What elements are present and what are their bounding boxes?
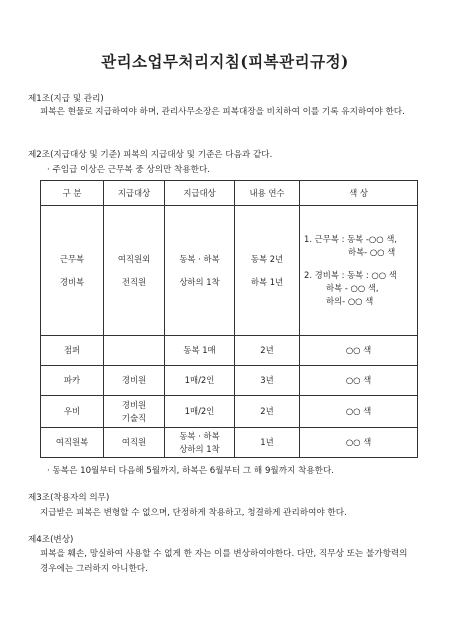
cell-target (104, 396, 165, 428)
cell-text: 전직원 (121, 276, 147, 287)
cell-text: 하복- ○○ 색 (348, 247, 396, 257)
cell-years: 3년 (235, 366, 300, 396)
cell-text: 하복 1년 (250, 276, 284, 287)
cell-standard: 1매/2인 (165, 396, 235, 428)
cell-text: 상하의 1착 (179, 443, 220, 454)
cell-target: 여직원 (104, 428, 165, 458)
article-3-heading: 제3조(착용자의 의무) (28, 493, 110, 503)
cell-text: 경비원 (121, 399, 147, 410)
header-years: 내용 연수 (235, 181, 300, 206)
header-color: 색 상 (300, 181, 418, 206)
cell-category: 여직원복 (41, 428, 104, 458)
cell-text: 1. 근무복 : 동복 -○○ 색, (304, 234, 397, 244)
cell-color (300, 206, 418, 336)
cell-years: 2년 (235, 396, 300, 428)
cell-text: 하복 - ○○ 색, (326, 283, 379, 293)
cell-years: 1년 (235, 428, 300, 458)
cell-text: 근무복 (59, 253, 85, 264)
cell-target (104, 206, 165, 336)
cell-text: 하의- ○○ 색 (326, 296, 374, 306)
article-4-body: 피복을 훼손, 망실하여 사용할 수 없게 한 자는 이를 변상하여야한다. 다만, 직무상 또는 불가항력의 경우에는 그러하지 아니한다. (40, 549, 408, 574)
cell-category (41, 206, 104, 336)
cell-standard: 1매/2인 (165, 366, 235, 396)
cell-color: ○○ 색 (300, 396, 418, 428)
cell-color: ○○ 색 (300, 336, 418, 366)
cell-text: 동복 · 하복 (179, 253, 220, 264)
cell-color: ○○ 색 (300, 428, 418, 458)
header-standard: 지급대상 (165, 181, 235, 206)
table-row (41, 396, 418, 428)
cell-text: 기술직 (121, 412, 147, 423)
table-row (41, 428, 418, 458)
table-header-row (41, 181, 418, 206)
cell-category: 파카 (41, 366, 104, 396)
cell-color: ○○ 색 (300, 366, 418, 396)
table-row (41, 366, 418, 396)
cell-years: 2년 (235, 336, 300, 366)
cell-text: 동복 · 하복 (179, 430, 220, 441)
cell-target (104, 336, 165, 366)
article-2-note-after: · 동복은 10월부터 다음해 5월까지, 하복은 6월부터 그 해 9월까지 착용한다. (47, 466, 334, 476)
cell-category: 우비 (41, 396, 104, 428)
table-row (41, 206, 418, 336)
article-2-heading: 제2조(지급대상 및 기준) 피복의 지급대상 및 기준은 다음과 같다. (28, 150, 273, 160)
article-1-body: 피복은 현물로 지급하여야 하며, 관리사무소장은 피복대장을 비치하여 이를 기록 유지하여야 한다. (40, 107, 405, 117)
document-title: 관리소업무처리지침(피복관리규정) (101, 52, 349, 71)
cell-standard: 동복 1매 (165, 336, 235, 366)
table-row (41, 336, 418, 366)
article-3-body: 지급받은 피복은 변형할 수 없으며, 단정하게 착용하고, 청결하게 관리하여야 한다. (40, 508, 347, 518)
article-2-note-before: · 주임급 이상은 근무복 중 상의만 착용한다. (47, 165, 210, 175)
article-1-heading: 제1조(지급 및 관리) (28, 94, 104, 104)
cell-standard (165, 206, 235, 336)
header-category: 구 분 (41, 181, 104, 206)
cell-text: 상하의 1착 (179, 276, 220, 287)
article-4-heading: 제4조(변상) (28, 535, 74, 545)
uniform-table (40, 180, 418, 458)
cell-text: 경비복 (59, 276, 85, 287)
cell-target: 경비원 (104, 366, 165, 396)
cell-category: 점퍼 (41, 336, 104, 366)
cell-text: 2. 경비복 : 동복 : ○○ 색 (304, 270, 397, 280)
cell-text: 동복 2년 (250, 253, 284, 264)
cell-standard (165, 428, 235, 458)
cell-text: 여직원외 (117, 253, 151, 264)
cell-years (235, 206, 300, 336)
header-target: 지급대상 (104, 181, 165, 206)
